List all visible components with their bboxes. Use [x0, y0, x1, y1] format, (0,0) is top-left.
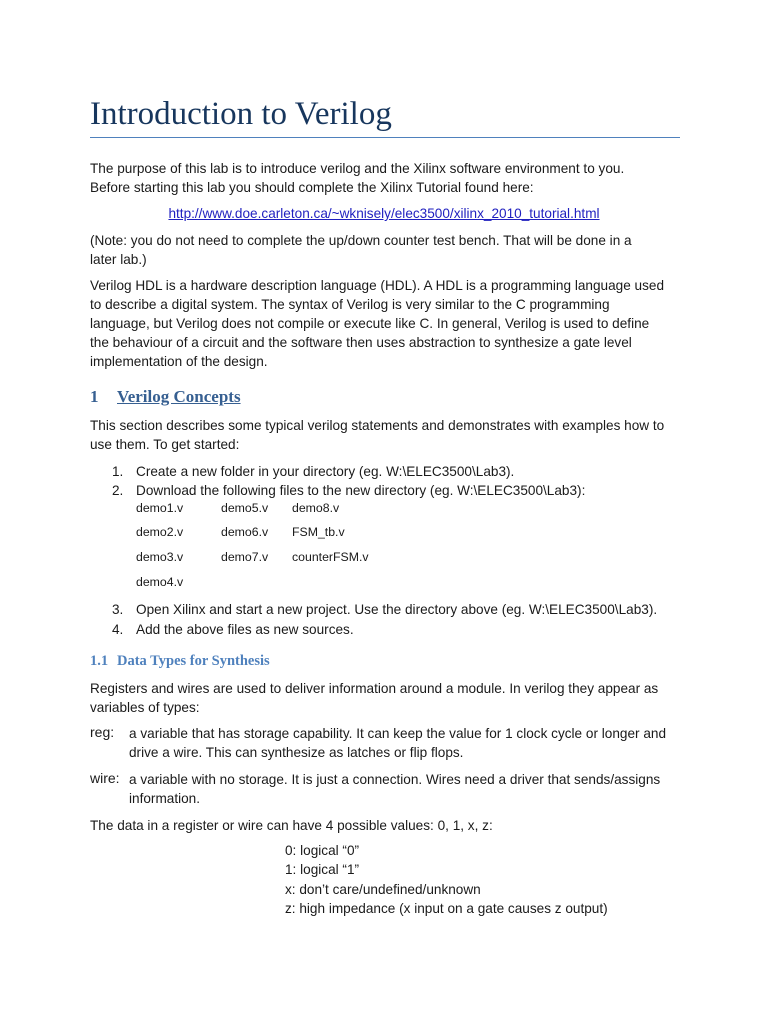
- page-title: Introduction to Verilog: [90, 96, 392, 132]
- section-1-1-intro-2: variables of types:: [90, 700, 200, 715]
- tutorial-link[interactable]: http://www.doe.carleton.ca/~wknisely/elec3500/xilinx_2010_tutorial.html: [168, 206, 600, 221]
- hdl-line-3: language, but Verilog does not compile or execute like C. In general, Verilog is used to define: [90, 316, 650, 331]
- section-1-1-intro-1: Registers and wires are used to deliver information around a module. In verilog they appear as: [90, 681, 659, 696]
- wire-term: wire:: [90, 770, 120, 786]
- intro-line-2: Before starting this lab you should complete the Xilinx Tutorial found here:: [90, 180, 534, 195]
- reg-definition-2: drive a wire. This can synthesize as latches or flip flops.: [129, 745, 464, 760]
- list-item-text: Add the above files as new sources.: [136, 622, 354, 637]
- list-item-number: 2.: [112, 483, 124, 498]
- list-item-number: 4.: [112, 622, 124, 637]
- section-1-intro-2: use them. To get started:: [90, 437, 240, 452]
- section-1-1-heading: [90, 651, 270, 671]
- file-name: demo1.v: [136, 501, 184, 515]
- file-name: demo8.v: [292, 501, 340, 515]
- file-name: demo7.v: [221, 550, 269, 564]
- list-item: [112, 600, 657, 619]
- file-name: counterFSM.v: [292, 550, 369, 564]
- hdl-line-1: Verilog HDL is a hardware description language (HDL). A HDL is a programming language used: [90, 278, 665, 293]
- file-name: demo6.v: [221, 525, 269, 539]
- values-intro: The data in a register or wire can have 4 possible values: 0, 1, x, z:: [90, 818, 493, 833]
- section-1-heading: [90, 385, 241, 409]
- value-item: 1: logical “1”: [285, 862, 360, 877]
- list-item: [112, 481, 585, 500]
- list-item-text: Download the following files to the new directory (eg. W:\ELEC3500\Lab3):: [136, 483, 586, 498]
- file-name: demo5.v: [221, 501, 269, 515]
- value-item: z: high impedance (x input on a gate causes z output): [285, 901, 608, 916]
- reg-definition-1: a variable that has storage capability. It can keep the value for 1 clock cycle or longer and: [129, 726, 667, 741]
- section-1-intro-1: This section describes some typical verilog statements and demonstrates with examples how to: [90, 418, 665, 433]
- title-underline: [90, 137, 680, 138]
- list-item-text: Create a new folder in your directory (eg. W:\ELEC3500\Lab3).: [136, 464, 515, 479]
- file-name: demo4.v: [136, 575, 184, 589]
- hdl-line-4: the behaviour of a circuit and the software then uses abstraction to synthesize a gate level: [90, 335, 632, 350]
- file-name: demo2.v: [136, 525, 184, 539]
- wire-definition-1: a variable with no storage. It is just a connection. Wires need a driver that sends/assigns: [129, 772, 661, 787]
- file-name: demo3.v: [136, 550, 184, 564]
- section-1-1-title: Data Types for Synthesis: [117, 653, 270, 669]
- section-1-title: Verilog Concepts: [117, 387, 241, 406]
- file-name: FSM_tb.v: [292, 525, 345, 539]
- list-item-number: 1.: [112, 464, 124, 479]
- list-item: [112, 462, 514, 481]
- list-item: [112, 620, 354, 639]
- note-line-1: (Note: you do not need to complete the up/down counter test bench. That will be done in a: [90, 233, 632, 248]
- value-item: 0: logical “0”: [285, 843, 360, 858]
- reg-term: reg:: [90, 724, 115, 740]
- list-item-text: Open Xilinx and start a new project. Use the directory above (eg. W:\ELEC3500\Lab3).: [136, 602, 658, 617]
- value-item: x: don’t care/undefined/unknown: [285, 882, 481, 897]
- hdl-line-2: to describe a digital system. The syntax of Verilog is very similar to the C programming: [90, 297, 610, 312]
- wire-definition-2: information.: [129, 791, 201, 806]
- tutorial-link-line: [0, 204, 768, 223]
- note-line-2: later lab.): [90, 252, 147, 267]
- hdl-line-5: implementation of the design.: [90, 354, 268, 369]
- section-1-number: 1: [90, 387, 99, 406]
- intro-line-1: The purpose of this lab is to introduce verilog and the Xilinx software environment to you.: [90, 161, 625, 176]
- list-item-number: 3.: [112, 602, 124, 617]
- section-1-1-number: 1.1: [90, 653, 109, 669]
